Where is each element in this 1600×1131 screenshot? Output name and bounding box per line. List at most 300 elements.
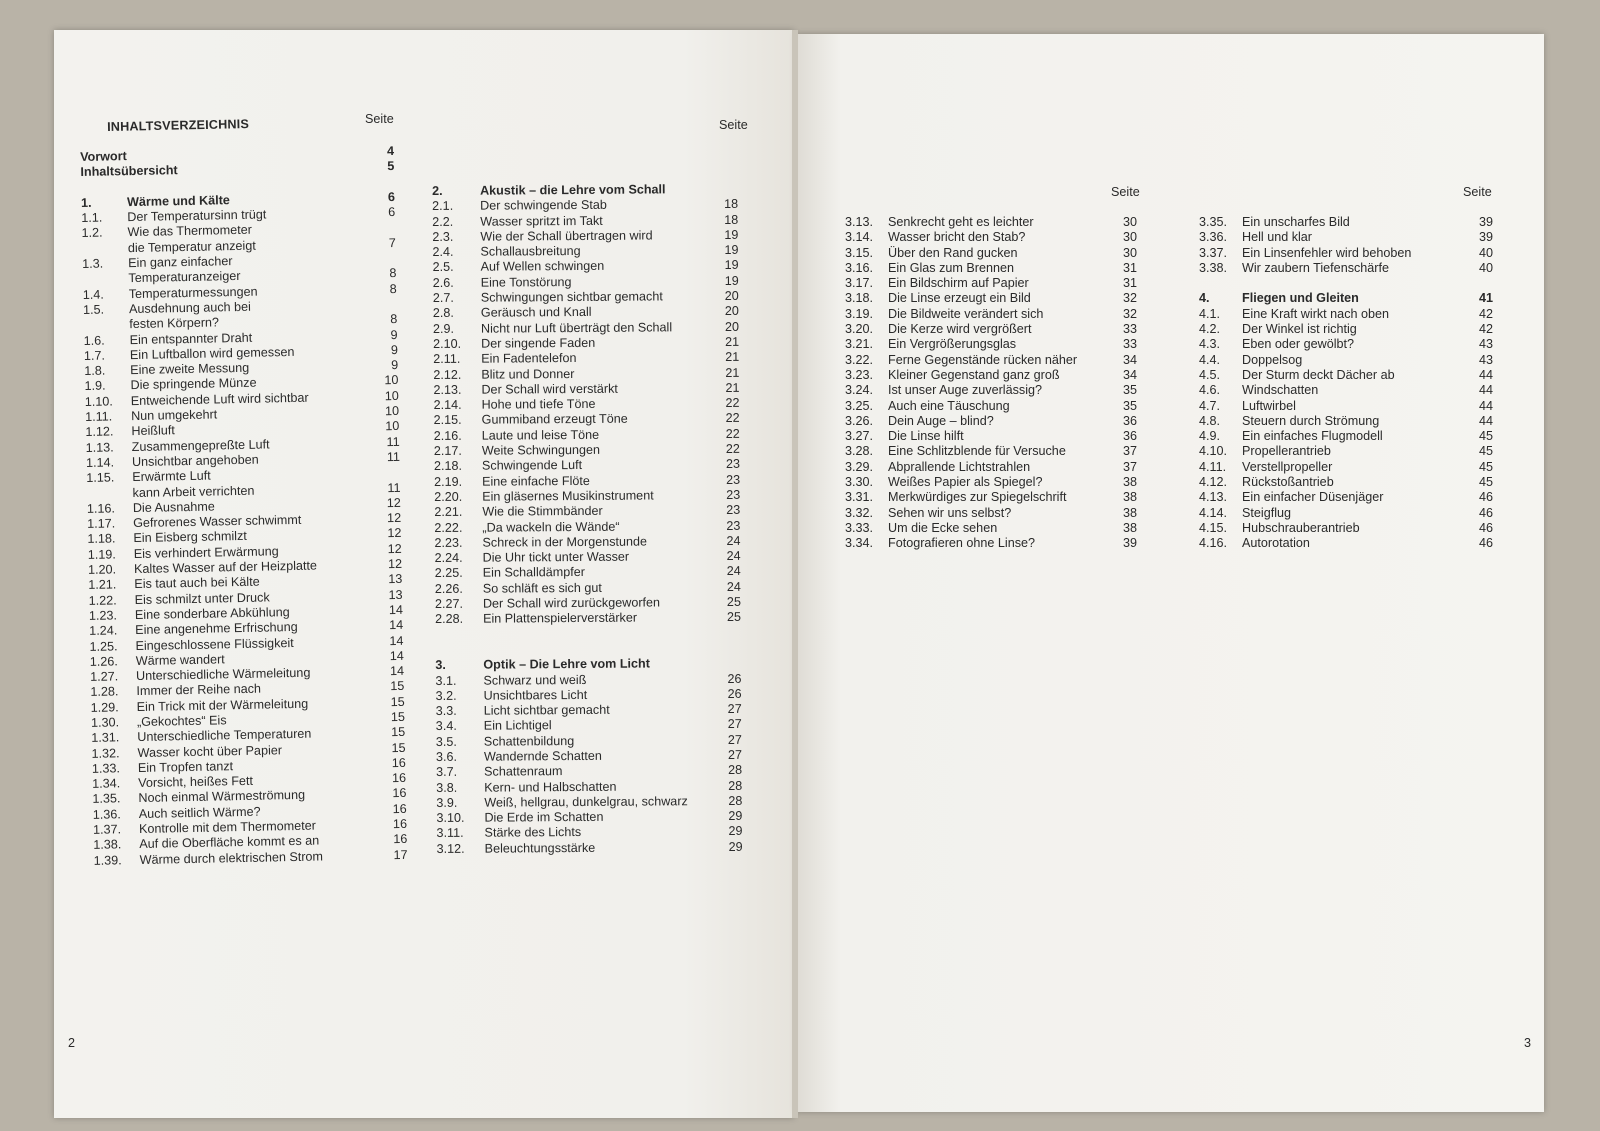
toc-entry	[845, 429, 1155, 444]
toc-entry-number: 1.1.	[81, 210, 103, 226]
toc-entry-page: 15	[390, 679, 405, 694]
toc-entry-title: Wasser kocht über Papier	[137, 742, 283, 760]
toc-entry	[845, 506, 1155, 521]
toc-entry-title: Nun umgekehrt	[130, 407, 218, 424]
toc-entry-number: 1.15.	[86, 470, 115, 486]
toc-entry-title: Vorsicht, heißes Fett	[138, 773, 254, 791]
toc-entry-page: 24	[726, 579, 741, 594]
toc-entry-title: Der Schall wird verstärkt	[481, 381, 618, 397]
page-number-right: 3	[1524, 1036, 1532, 1050]
toc-entry-title: Die Uhr tickt unter Wasser	[482, 549, 630, 565]
toc-entry-title: Der Schall wird zurückgeworfen	[482, 595, 661, 611]
toc-entry-page: 15	[390, 709, 406, 725]
toc-entry-title: Hohe und tiefe Töne	[481, 397, 596, 412]
toc-entry-page: 25	[726, 610, 742, 625]
toc-entry-page: 6	[388, 205, 396, 220]
toc-entry-number: 2.27.	[434, 596, 463, 612]
toc-entry-page: 30	[1122, 215, 1137, 229]
toc-entry-title: Abprallende Lichtstrahlen	[888, 459, 1031, 474]
toc-entry-title: So schläft es sich gut	[482, 580, 602, 596]
toc-entry	[1199, 475, 1509, 490]
toc-entry-title: Stärke des Lichts	[484, 825, 582, 841]
toc-entry-title: Die Ausnahme	[132, 499, 215, 515]
toc-entry-number: 3.9.	[436, 795, 458, 810]
toc-entry-number: 3.14.	[845, 230, 874, 245]
toc-entry-page: 34	[1122, 352, 1137, 367]
toc-entry-page: 45	[1478, 475, 1493, 490]
toc-entry	[1199, 460, 1509, 475]
toc-entry-number: 2.10.	[433, 336, 462, 351]
toc-entry-number: 3.18.	[845, 291, 874, 306]
toc-entry-title: Wandernde Schatten	[483, 748, 602, 764]
toc-entry-number: 1.25.	[89, 638, 118, 654]
toc-entry-number: 2.5.	[432, 260, 454, 275]
toc-entry-title: Ein Tropfen tanzt	[137, 759, 234, 775]
toc-entry	[845, 383, 1155, 398]
toc-entry-title: Ein Plattenspielerverstärker	[482, 610, 638, 626]
toc-entry-page: 42	[1478, 306, 1493, 321]
toc-entry-page: 23	[726, 472, 741, 487]
toc-entry-page: 10	[384, 373, 399, 388]
seite-label-left-col2: Seite	[719, 118, 748, 132]
toc-entry-title: Eine Kraft wirkt nach oben	[1242, 306, 1390, 321]
toc-entry-title: Wir zaubern Tiefenschärfe	[1242, 260, 1389, 275]
toc-entry-title: Unsichtbares Licht	[483, 687, 588, 703]
toc-entry-number: 2.1.	[432, 199, 454, 214]
toc-entry-page: 27	[727, 747, 743, 762]
toc-entry-title: Dein Auge – blind?	[888, 413, 994, 428]
toc-entry-number: 1.9.	[84, 379, 106, 394]
toc-entry-page: 21	[725, 380, 740, 395]
toc-entry-number: 1.28.	[90, 684, 119, 700]
toc-entry-title: Eis schmilzt unter Druck	[134, 590, 270, 607]
toc-entry	[437, 840, 757, 858]
toc-entry-page: 42	[1478, 322, 1493, 337]
toc-entry-title: Schattenraum	[484, 764, 563, 779]
toc-entry-title: Weite Schwingungen	[481, 442, 601, 458]
toc-entry-page: 11	[386, 434, 400, 449]
toc-entry-number: 3.26.	[845, 413, 874, 428]
toc-entry-page: 9	[390, 342, 399, 357]
toc-entry-title: Zusammengepreßte Luft	[131, 437, 270, 454]
toc-entry-page: 29	[728, 809, 743, 824]
toc-column-right-1	[845, 215, 1155, 552]
toc-entry-number: 1.37.	[92, 822, 122, 837]
toc-entry-number: 2.24.	[434, 550, 463, 566]
toc-entry-number: 3.32.	[845, 505, 874, 520]
toc-entry-number: 3.16.	[845, 260, 874, 275]
toc-entry-title: Wie der Schall übertragen wird	[480, 228, 653, 244]
toc-entry	[845, 353, 1155, 368]
toc-entry	[1199, 215, 1509, 230]
toc-entry-number: 3.1.	[435, 673, 457, 688]
toc-entry-page: 16	[391, 755, 406, 771]
toc-entry-page: 32	[1122, 291, 1137, 306]
toc-entry-title: Wärme und Kälte	[126, 193, 230, 209]
toc-entry-title: Der singende Faden	[481, 335, 596, 351]
toc-entry-page: 27	[727, 732, 742, 747]
toc-entry-title: Der Winkel ist richtig	[1242, 322, 1357, 337]
toc-entry-page: 20	[724, 319, 740, 334]
toc-entry-number: 4.	[1199, 291, 1210, 306]
toc-entry-title: Ein einfaches Flugmodell	[1242, 429, 1383, 444]
toc-entry-page: 11	[387, 480, 401, 495]
toc-entry-title: Hell und klar	[1242, 230, 1312, 245]
toc-entry-page: 46	[1478, 505, 1493, 520]
toc-entry-title: Luftwirbel	[1242, 398, 1296, 413]
toc-entry	[845, 337, 1155, 352]
toc-entry-number: 4.2.	[1199, 322, 1221, 337]
toc-entry	[1199, 444, 1509, 459]
toc-entry-page: 33	[1122, 322, 1137, 337]
toc-entry-title: Kleiner Gegenstand ganz groß	[888, 367, 1060, 382]
toc-entry-title: Akustik – die Lehre vom Schall	[479, 182, 666, 198]
toc-entry	[845, 368, 1155, 383]
toc-entry-title: Weißes Papier als Spiegel?	[888, 475, 1043, 490]
toc-entry-number: 2.17.	[433, 443, 462, 459]
toc-entry-number: 4.12.	[1199, 475, 1228, 490]
toc-entry-title: Schreck in der Morgenstunde	[482, 534, 648, 550]
toc-entry-number: 1.6.	[83, 333, 105, 348]
toc-entry-title: Die Linse hilft	[888, 429, 964, 444]
toc-entry-page: 24	[726, 564, 741, 579]
toc-entry-number: 1.16.	[86, 501, 116, 516]
toc-entry-number: 2.3.	[432, 229, 454, 244]
toc-entry-number: 3.38.	[1199, 260, 1228, 275]
toc-entry-number: 3.6.	[435, 749, 458, 764]
toc-entry-title: Immer der Reihe nach	[136, 682, 262, 699]
toc-entry-title: Eine zweite Messung	[130, 360, 250, 378]
toc-entry-number: 3.19.	[845, 306, 874, 321]
toc-entry-title: Der schwingende Stab	[480, 198, 607, 213]
toc-entry-number: 3.28.	[845, 444, 874, 459]
toc-entry-title: Fliegen und Gleiten	[1242, 291, 1359, 306]
toc-entry-page: 21	[725, 365, 740, 380]
toc-entry-number: 1.5.	[82, 302, 105, 317]
toc-entry-number: 1.11.	[84, 409, 113, 424]
toc-entry-page: 19	[724, 243, 739, 258]
toc-entry	[845, 460, 1155, 475]
toc-entry-title: Unterschiedliche Wärmeleitung	[135, 665, 311, 684]
toc-entry-title: Ein unscharfes Bild	[1242, 215, 1350, 229]
toc-entry	[1199, 230, 1509, 245]
toc-entry-title: Ein Lichtigel	[483, 718, 552, 734]
toc-entry-number: 3.21.	[845, 337, 874, 352]
toc-entry-number: 2.23.	[434, 535, 463, 550]
toc-entry-title: Ein Schalldämpfer	[482, 565, 585, 581]
toc-entry-page: 8	[389, 266, 397, 281]
toc-entry-page: 16	[393, 832, 408, 847]
toc-entry-title: festen Körpern?	[129, 315, 220, 332]
toc-entry-number: Vorwort	[80, 149, 127, 164]
toc-entry-page: 17	[393, 847, 408, 862]
toc-entry-title: Schwarz und weiß	[483, 672, 587, 688]
toc-entry-number: 3.30.	[845, 475, 874, 490]
toc-entry-page: 18	[724, 212, 739, 227]
toc-entry-number: 3.20.	[845, 322, 874, 337]
toc-entry-title: Ein Trick mit der Wärmeleitung	[136, 696, 309, 714]
toc-entry	[1199, 291, 1509, 306]
toc-entry-number: 4.11.	[1199, 459, 1227, 474]
toc-entry	[845, 414, 1155, 429]
toc-entry-number: 3.15.	[845, 245, 874, 260]
toc-entry-page: 34	[1122, 367, 1137, 382]
toc-entry-number: 3.27.	[845, 429, 874, 444]
toc-entry-page: 46	[1478, 536, 1493, 551]
toc-entry-title: Eingeschlossene Flüssigkeit	[135, 635, 294, 653]
toc-entry-title: Beleuchtungsstärke	[484, 840, 596, 856]
toc-entry-title: Ferne Gegenstände rücken näher	[888, 352, 1078, 367]
toc-entry-title: Heißluft	[131, 423, 175, 439]
toc-entry-page: 38	[1122, 475, 1137, 490]
toc-entry-number: 2.19.	[434, 474, 463, 489]
toc-entry-page: 43	[1478, 337, 1493, 352]
toc-entry-title: Eine Tonstörung	[480, 274, 572, 290]
toc-entry-page: 38	[1122, 505, 1137, 520]
toc-entry-page: 15	[391, 725, 406, 740]
toc-entry-title: Eine angenehme Erfrischung	[135, 620, 298, 638]
toc-entry-title: kann Arbeit verrichten	[132, 483, 255, 500]
page-number-left: 2	[68, 1036, 76, 1050]
toc-entry	[845, 307, 1155, 322]
toc-entry	[1199, 429, 1509, 444]
toc-entry-number: 3.34.	[845, 536, 874, 551]
toc-entry-page: 22	[725, 411, 740, 426]
toc-entry-page: 19	[724, 273, 739, 288]
toc-entry-title: Blitz und Donner	[481, 366, 575, 382]
toc-entry-number: 1.7.	[83, 348, 106, 363]
toc-entry-title: Autorotation	[1242, 536, 1310, 551]
toc-entry-title: Steigflug	[1242, 505, 1292, 520]
toc-entry	[845, 399, 1155, 414]
toc-entry-title: Licht sichtbar gemacht	[483, 702, 610, 718]
seite-label-left-col1: Seite	[365, 112, 394, 126]
toc-entry-number: 1.8.	[84, 363, 106, 379]
toc-entry	[845, 536, 1155, 551]
toc-entry-page: 28	[728, 778, 743, 793]
toc-entry-number: 1.30.	[90, 715, 120, 730]
toc-entry-number: 1.24.	[89, 623, 118, 639]
book-gutter	[792, 30, 798, 1118]
toc-entry-page: 14	[388, 602, 404, 618]
toc-entry-page: 23	[725, 457, 741, 472]
toc-entry-page: 16	[392, 786, 407, 801]
toc-entry-page: 23	[726, 518, 741, 533]
toc-entry-page: 21	[725, 334, 740, 349]
toc-entry-number: Inhaltsübersicht	[80, 163, 178, 180]
toc-entry-page: 16	[392, 816, 408, 832]
toc-entry-number: 3.13.	[845, 215, 874, 229]
toc-entry-number: 4.10.	[1199, 444, 1228, 459]
toc-entry	[1199, 337, 1509, 352]
toc-entry-page: 43	[1478, 352, 1493, 367]
toc-entry	[845, 475, 1155, 490]
toc-entry	[1199, 261, 1509, 276]
toc-entry-page: 10	[384, 388, 399, 403]
toc-entry-number: 1.	[80, 195, 92, 210]
toc-entry-number: 1.36.	[92, 807, 121, 822]
toc-entry-title: Ein Eisberg schmilzt	[133, 529, 247, 546]
toc-entry-page: 32	[1122, 306, 1137, 321]
toc-entry-number: 2.6.	[432, 275, 454, 290]
toc-entry-page: 26	[727, 686, 742, 701]
toc-entry-title: Entweichende Luft wird sichtbar	[130, 390, 309, 408]
toc-entry-page: 22	[725, 426, 740, 441]
toc-entry-page: 37	[1122, 444, 1137, 459]
toc-entry-title: Wie die Stimmbänder	[482, 504, 603, 519]
toc-entry-page: 18	[724, 197, 739, 212]
toc-entry-title: Kontrolle mit dem Thermometer	[138, 818, 316, 837]
toc-entry-title: Noch einmal Wärmeströmung	[138, 788, 306, 806]
toc-entry-number: 3.	[435, 658, 446, 673]
toc-entry-number: 1.33.	[91, 761, 121, 776]
toc-entry-page: 31	[1122, 260, 1137, 275]
toc-entry-title: Über den Rand gucken	[888, 245, 1018, 260]
toc-entry	[845, 246, 1155, 261]
toc-entry	[845, 322, 1155, 337]
toc-entry	[845, 444, 1155, 459]
toc-entry-title: Ein Fadentelefon	[481, 351, 577, 366]
toc-entry-page: 38	[1122, 490, 1137, 505]
toc-entry-number: 1.12.	[85, 424, 114, 440]
toc-entry	[845, 230, 1155, 245]
toc-entry-number: 3.35.	[1199, 215, 1228, 229]
toc-entry-title: Optik – Die Lehre vom Licht	[483, 656, 650, 672]
toc-entry-page: 4	[386, 143, 395, 159]
toc-entry	[845, 291, 1155, 306]
toc-entry-number: 2.9.	[432, 321, 455, 336]
toc-column-left-1	[80, 144, 414, 869]
toc-entry-title: Eis taut auch bei Kälte	[134, 574, 260, 592]
toc-entry-number: 1.32.	[91, 745, 120, 761]
toc-entry-title: Merkwürdiges zur Spiegelschrift	[888, 490, 1067, 505]
toc-entry-number: 3.23.	[845, 367, 874, 382]
toc-entry-title: Ein Linsenfehler wird behoben	[1242, 245, 1412, 260]
toc-entry-title: Ein Bildschirm auf Papier	[888, 276, 1029, 291]
toc-entry-number: 1.31.	[91, 730, 120, 746]
toc-entry-page: 37	[1122, 459, 1137, 474]
toc-entry-number: 2.18.	[433, 459, 463, 474]
toc-entry-page: 22	[725, 441, 740, 457]
toc-entry-number: 3.33.	[845, 520, 874, 535]
toc-entry	[1199, 399, 1509, 414]
toc-entry-title: Wasser bricht den Stab?	[888, 230, 1026, 245]
toc-entry-number: 3.5.	[435, 734, 457, 749]
toc-entry-title: Ein gläsernes Musikinstrument	[482, 488, 654, 504]
toc-entry	[1199, 383, 1509, 398]
toc-entry-title: Wärme wandert	[135, 652, 225, 668]
toc-entry-page: 23	[726, 487, 741, 502]
toc-entry-page: 13	[388, 587, 403, 602]
toc-entry-title: Gummiband erzeugt Töne	[481, 412, 628, 428]
toc-entry-number: 2.7.	[432, 290, 454, 306]
toc-entry	[1199, 506, 1509, 521]
toc-entry	[1199, 521, 1509, 536]
toc-entry-number: 2.4.	[432, 245, 454, 260]
toc-entry-title: Die Kerze wird vergrößert	[888, 322, 1032, 337]
toc-entry-page: 29	[728, 839, 743, 854]
seite-label-right-col2: Seite	[1463, 185, 1492, 199]
toc-entry-number: 3.7.	[436, 765, 458, 780]
toc-entry-title: Die Erde im Schatten	[484, 809, 604, 825]
toc-entry-page: 36	[1122, 429, 1137, 444]
toc-entry-number: 3.37.	[1199, 245, 1228, 260]
toc-entry-page: 5	[387, 159, 395, 174]
toc-entry-page: 19	[724, 227, 739, 242]
toc-entry-page: 35	[1122, 383, 1137, 398]
toc-entry-page: 7	[388, 235, 396, 250]
toc-entry-title: Weiß, hellgrau, dunkelgrau, schwarz	[484, 794, 688, 810]
toc-entry-page: 12	[387, 526, 402, 541]
toc-entry-number: 3.17.	[845, 276, 874, 291]
toc-entry-title: Windschatten	[1242, 383, 1319, 398]
toc-entry-title: Senkrecht geht es leichter	[888, 215, 1034, 229]
toc-entry-page: 30	[1122, 230, 1137, 245]
toc-entry-title: Gefrorenes Wasser schwimmt	[133, 512, 302, 531]
toc-entry	[1199, 368, 1509, 383]
toc-entry-page: 19	[724, 258, 739, 273]
toc-entry-number: 3.24.	[845, 383, 874, 398]
toc-entry-number: 1.29.	[90, 700, 119, 715]
toc-entry-page: 44	[1478, 398, 1493, 413]
toc-entry-page: 38	[1122, 520, 1137, 535]
toc-entry-title: Wasser spritzt im Takt	[480, 213, 603, 229]
toc-entry-title: Hubschrauberantrieb	[1242, 520, 1360, 535]
toc-entry-title: Unsichtbar angehoben	[131, 452, 259, 469]
toc-entry-page: 10	[384, 403, 400, 419]
toc-entry-number: 1.26.	[89, 654, 118, 669]
toc-entry-number: 1.19.	[87, 547, 116, 562]
toc-entry-number: 3.29.	[845, 459, 874, 474]
toc-entry-page: 14	[389, 663, 405, 679]
toc-entry-number: 2.	[432, 183, 443, 198]
toc-entry-title: Propellerantrieb	[1242, 444, 1331, 459]
toc-entry-number: 1.21.	[88, 577, 117, 593]
toc-entry-title: Um die Ecke sehen	[888, 520, 998, 535]
toc-entry-title: Die Linse erzeugt ein Bild	[888, 291, 1031, 306]
toc-entry-title: Eine sonderbare Abkühlung	[134, 604, 290, 622]
toc-entry-number: 1.10.	[84, 394, 113, 409]
toc-entry-title: Schwingende Luft	[481, 458, 583, 474]
toc-entry-number: 1.3.	[82, 256, 104, 272]
toc-entry-page: 45	[1478, 444, 1493, 459]
toc-entry-page: 12	[387, 556, 403, 572]
toc-entry-page: 10	[385, 419, 400, 434]
toc-entry-page: 24	[726, 548, 741, 564]
toc-entry-number: 4.16.	[1199, 536, 1228, 551]
toc-entry-number: 1.2.	[81, 226, 103, 241]
toc-entry-page: 14	[389, 648, 404, 663]
toc-entry-page: 39	[1478, 230, 1493, 245]
toc-entry-number: 4.1.	[1199, 306, 1221, 321]
toc-entry-title: Schattenbildung	[483, 733, 575, 749]
toc-entry-title: Nicht nur Luft überträgt den Schall	[480, 319, 673, 336]
toc-entry-number: 4.9.	[1199, 429, 1221, 444]
toc-entry-number: 1.39.	[93, 852, 122, 868]
toc-entry-title: Ein einfacher Düsenjäger	[1242, 490, 1384, 505]
toc-entry-title: Verstellpropeller	[1242, 459, 1333, 474]
toc-entry-title: Temperaturanzeiger	[128, 269, 241, 286]
toc-entry-number: 4.7.	[1199, 398, 1221, 413]
toc-entry-title: Geräusch und Knall	[480, 305, 592, 321]
toc-entry	[845, 490, 1155, 505]
toc-entry-number: 3.31.	[845, 490, 874, 505]
toc-entry-title: die Temperatur anzeigt	[127, 238, 256, 255]
toc-entry-page: 41	[1478, 291, 1493, 306]
toc-entry-page: 35	[1122, 398, 1137, 413]
toc-entry-title: Temperaturmessungen	[128, 284, 258, 301]
toc-entry-title: Eine einfache Flöte	[482, 473, 590, 489]
